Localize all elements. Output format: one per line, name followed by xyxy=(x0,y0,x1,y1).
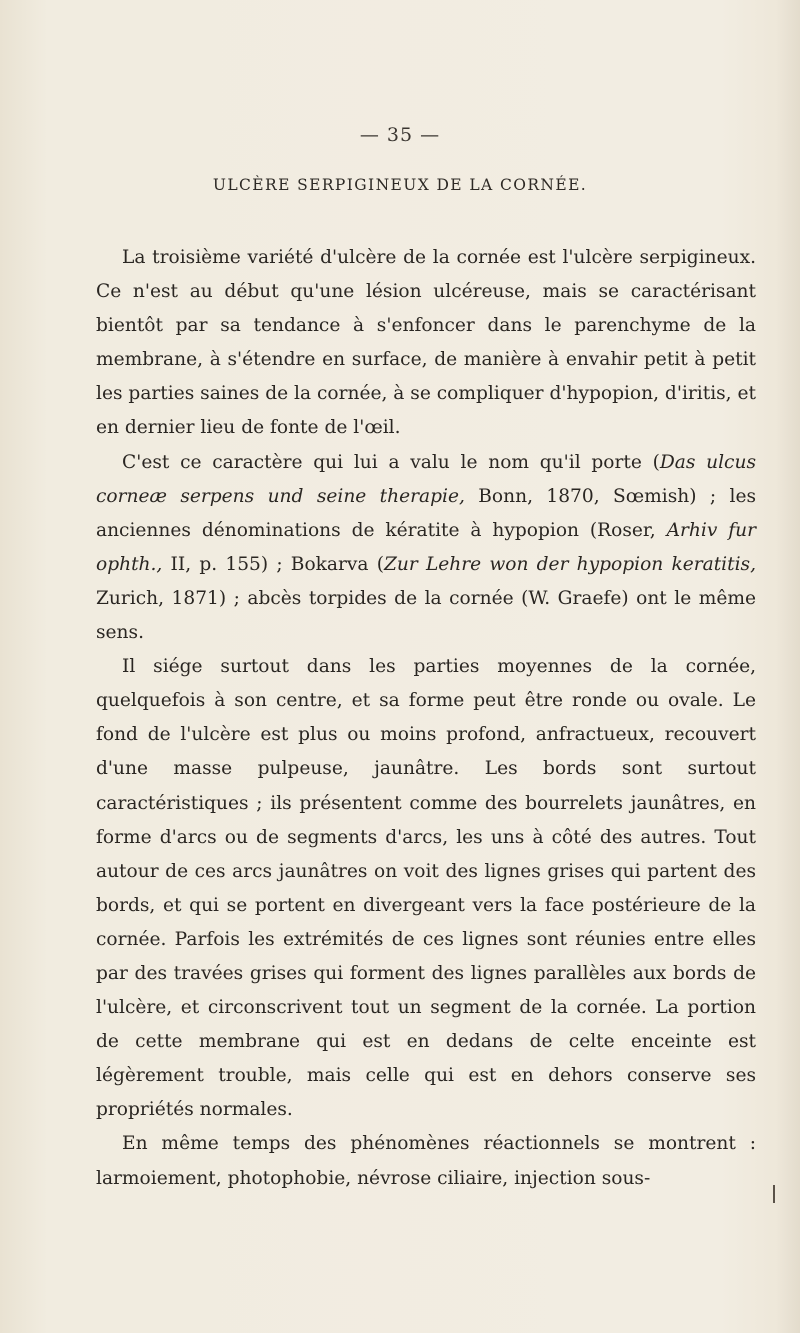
paragraph-text: C'est ce caractère qui lui a valu le nom qu'il porte ( xyxy=(122,451,660,473)
margin-mark xyxy=(773,1185,775,1203)
paragraph-text: Zurich, 1871) ; abcès torpides de la cornée (W. Graefe) ont le même sens. xyxy=(96,587,756,644)
paragraph xyxy=(96,446,756,651)
paragraph-text: La troisième variété d'ulcère de la cornée est l'ulcère serpigineux. Ce n'est au début qu'une lésion ulcéreuse, mais se caractérisant bientôt par sa tendance à s'enfoncer dans le parenchyme de la membrane, à s'étendre en surface, de manière à envahir petit à petit les parties saines de la cornée, à se compliquer d'hypopion, d'iritis, et en dernier lieu de fonte de l'œil. xyxy=(96,247,756,439)
page-edge-shadow xyxy=(776,0,800,1333)
paragraph-text: En même temps des phénomènes réactionnels se montrent : larmoiement, photophobie, névrose ciliaire, injection sous- xyxy=(96,1133,756,1189)
paragraph-text: Il siége surtout dans les parties moyennes de la cornée, quelquefois à son centre, et sa forme peut être ronde ou ovale. Le fond de l'ulcère est plus ou moins profond, anfractueux, recouvert d'une masse pulpeuse, jaunâtre. Les bords sont surtout caractéristiques ; ils présentent comme des bourrelets jaunâtres, en forme d'arcs ou de segments d'arcs, les uns à côté des autres. Tout autour de ces arcs jaunâtres on voit des lignes grises qui partent des bords, et qui se portent en divergeant vers la face postérieure de la cornée. Parfois les extrémités de ces lignes sont réunies entre elles par des travées grises qui forment des lignes parallèles aux bords de l'ulcère, et circonscrivent tout un segment de la cornée. La portion de cette membrane qui est en dedans de celte enceinte est légèrement trouble, mais celle qui est en dehors conserve ses propriétés normales. xyxy=(96,656,756,1121)
italic-citation: Arhiv fur ophth., xyxy=(96,519,756,575)
italic-citation: Das ulcus corneæ serpens und seine therapie, xyxy=(96,451,756,507)
paragraph xyxy=(96,650,756,1127)
paragraph-text: II, p. 155) ; Bokarva ( xyxy=(162,553,384,575)
paragraph xyxy=(96,241,756,446)
paragraph xyxy=(96,1127,756,1195)
section-heading: ULCÈRE SERPIGINEUX DE LA CORNÉE. xyxy=(212,176,588,194)
paragraph-text: Bonn, 1870, Sœmish) ; les anciennes dénominations de kératite à hypopion (Roser, xyxy=(96,485,756,541)
page-number: — 35 — xyxy=(359,124,441,146)
body-text xyxy=(96,241,756,1196)
italic-citation: Zur Lehre won der hypopion keratitis, xyxy=(383,553,756,575)
